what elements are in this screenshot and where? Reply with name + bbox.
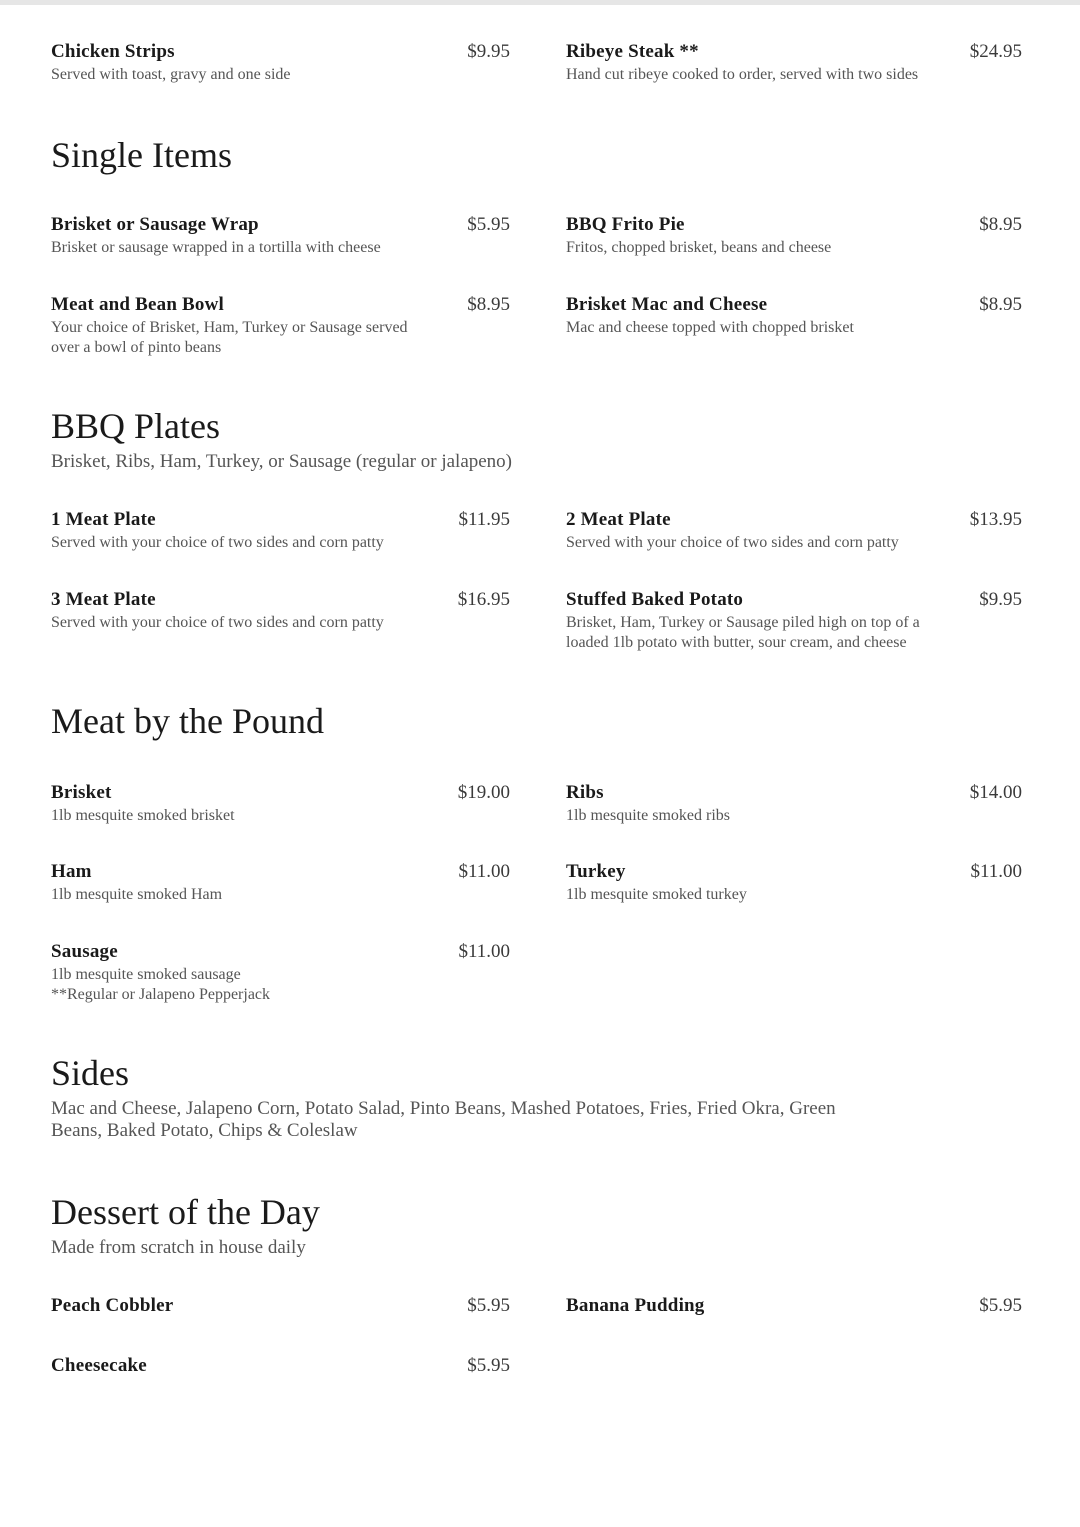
menu-item-chicken-strips [51, 41, 511, 85]
item-name: Brisket or Sausage Wrap [51, 214, 259, 235]
item-name: Banana Pudding [566, 1295, 705, 1316]
item-description: 1lb mesquite smoked ribs [566, 807, 730, 824]
menu-item-turkey-lb [566, 861, 1026, 905]
item-description: 1lb mesquite smoked brisket [51, 807, 235, 824]
item-name: Ham [51, 861, 92, 882]
item-price: $16.95 [457, 589, 510, 610]
item-description: Brisket, Ham, Turkey or Sausage piled high on top of a loaded 1lb potato with butter, sour cream, and cheese [566, 614, 920, 651]
item-price: $11.00 [970, 861, 1022, 882]
item-name: Brisket Mac and Cheese [566, 294, 768, 315]
item-price: $11.00 [458, 941, 510, 962]
item-price: $19.00 [457, 782, 510, 803]
item-name: Meat and Bean Bowl [51, 294, 225, 315]
item-price: $9.95 [979, 589, 1022, 610]
item-price: $9.95 [467, 41, 510, 62]
item-name: Turkey [566, 861, 626, 882]
item-price: $5.95 [467, 214, 510, 235]
item-name: 1 Meat Plate [51, 509, 156, 530]
item-name: Ribs [566, 782, 604, 803]
item-name: Brisket [51, 782, 112, 803]
item-price: $5.95 [979, 1295, 1022, 1316]
item-description: Brisket or sausage wrapped in a tortilla with cheese [51, 239, 381, 256]
item-name: 3 Meat Plate [51, 589, 156, 610]
section-title-bbq-plates: BBQ Plates [51, 406, 221, 446]
item-price: $8.95 [979, 214, 1022, 235]
item-description: Hand cut ribeye cooked to order, served with two sides [566, 66, 919, 83]
item-name: Peach Cobbler [51, 1295, 174, 1316]
item-name: BBQ Frito Pie [566, 214, 685, 235]
item-price: $13.95 [969, 509, 1022, 530]
menu-item-meat-bean-bowl [51, 294, 511, 358]
item-name: Ribeye Steak ** [566, 41, 699, 62]
section-title-single-items: Single Items [51, 135, 232, 175]
menu-item-sausage-lb [51, 941, 511, 1005]
section-subtitle-dessert: Made from scratch in house daily [51, 1237, 306, 1258]
item-description: Mac and cheese topped with chopped brisket [566, 319, 854, 336]
item-description: Your choice of Brisket, Ham, Turkey or Sausage served over a bowl of pinto beans [51, 319, 408, 356]
menu-item-2-meat-plate [566, 509, 1026, 553]
menu-item-1-meat-plate [51, 509, 511, 553]
menu-item-bbq-frito-pie [566, 214, 1026, 258]
item-price: $14.00 [969, 782, 1022, 803]
section-title-meat-by-pound: Meat by the Pound [51, 701, 324, 741]
menu-item-brisket-mac-cheese [566, 294, 1026, 338]
menu-item-peach-cobbler [51, 1295, 511, 1317]
menu-item-ham-lb [51, 861, 511, 905]
item-price: $24.95 [969, 41, 1022, 62]
top-divider [0, 0, 1080, 5]
item-name: Cheesecake [51, 1355, 147, 1376]
item-price: $5.95 [467, 1355, 510, 1376]
item-name: Chicken Strips [51, 41, 175, 62]
item-description: 1lb mesquite smoked Ham [51, 886, 223, 903]
section-title-sides: Sides [51, 1053, 130, 1093]
item-note: **Regular or Jalapeno Pepperjack [51, 986, 271, 1003]
section-subtitle-bbq-plates: Brisket, Ribs, Ham, Turkey, or Sausage (regular or jalapeno) [51, 451, 513, 472]
menu-item-brisket-lb [51, 782, 511, 826]
item-price: $8.95 [467, 294, 510, 315]
menu-item-brisket-sausage-wrap [51, 214, 511, 258]
item-price: $8.95 [979, 294, 1022, 315]
menu-item-ribs-lb [566, 782, 1026, 826]
item-description: Served with your choice of two sides and corn patty [51, 614, 384, 631]
menu-item-ribeye-steak [566, 41, 1026, 85]
item-name: 2 Meat Plate [566, 509, 671, 530]
menu-item-3-meat-plate [51, 589, 511, 633]
item-name: Sausage [51, 941, 118, 962]
item-price: $5.95 [467, 1295, 510, 1316]
item-description: 1lb mesquite smoked sausage [51, 966, 241, 983]
item-description: 1lb mesquite smoked turkey [566, 886, 747, 903]
item-description: Fritos, chopped brisket, beans and cheese [566, 239, 832, 256]
item-name: Stuffed Baked Potato [566, 589, 744, 610]
item-description: Served with toast, gravy and one side [51, 66, 291, 83]
sides-list: Mac and Cheese, Jalapeno Corn, Potato Salad, Pinto Beans, Mashed Potatoes, Fries, Fried Okra, Green Beans, Baked Potato, Chips & Coleslaw [51, 1098, 836, 1141]
item-price: $11.95 [458, 509, 510, 530]
item-description: Served with your choice of two sides and corn patty [566, 534, 899, 551]
menu-item-stuffed-baked-potato [566, 589, 1026, 653]
menu-item-banana-pudding [566, 1295, 1026, 1317]
item-description: Served with your choice of two sides and corn patty [51, 534, 384, 551]
menu-item-cheesecake [51, 1355, 511, 1377]
section-title-dessert: Dessert of the Day [51, 1192, 320, 1232]
item-price: $11.00 [458, 861, 510, 882]
